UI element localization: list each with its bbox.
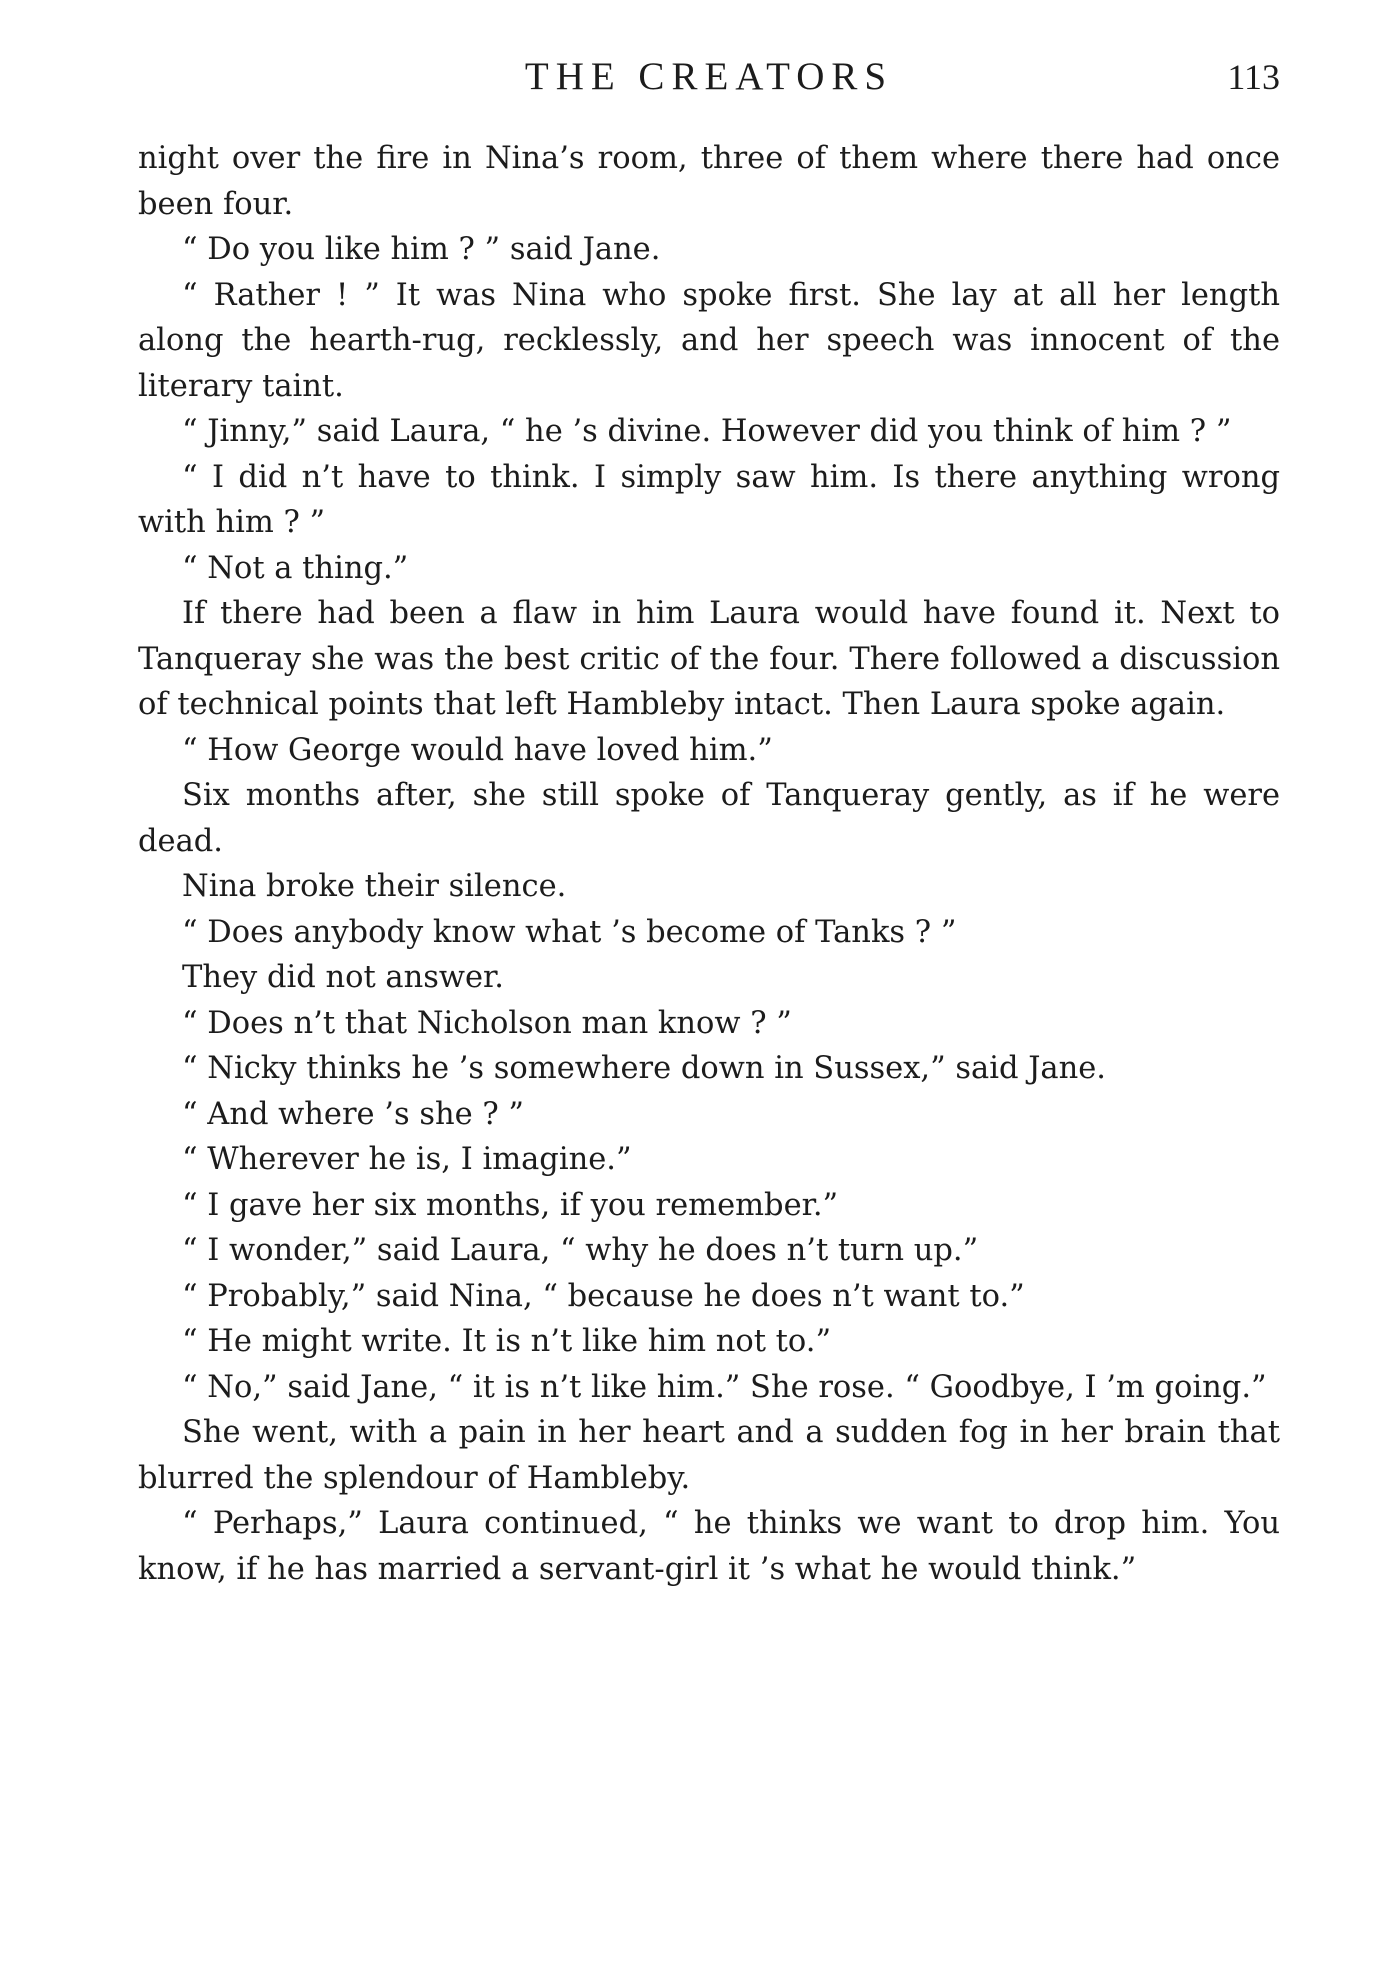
paragraph: “ He might write. It is n’t like him not to.” [182, 1324, 832, 1359]
page-header [138, 52, 1280, 102]
paragraph: “ Wherever he is, I imagine.” [182, 1142, 632, 1177]
paragraph: “ I wonder,” said Laura, “ why he does n’t turn up.” [182, 1233, 979, 1268]
paragraph: “ I did n’t have to think. I simply saw him. Is there anything wrong with him ? ” [138, 459, 1280, 540]
paragraph: “ How George would have loved him.” [182, 732, 773, 768]
running-title: THE CREATORS [524, 55, 894, 98]
paragraph: “ Jinny,” said Laura, “ he ’s divine. However did you think of him ? ” [182, 414, 1232, 449]
paragraph: “ I gave her six months, if you remember.” [182, 1187, 839, 1223]
paragraph: “ Not a thing.” [182, 550, 409, 586]
paragraph: “ Perhaps,” Laura continued, “ he thinks we want to drop him. You know, if he has married a servant-girl it ’s what he would think.” [138, 1506, 1280, 1587]
paragraph: “ No,” said Jane, “ it is n’t like him.” She rose. “ Goodbye, I ’m going.” [182, 1369, 1267, 1405]
paragraph: “ Does n’t that Nicholson man know ? ” [182, 1005, 792, 1041]
paragraph: “ And where ’s she ? ” [182, 1096, 525, 1132]
paragraph: Six months after, she still spoke of Tanqueray gently, as if he were dead. [138, 778, 1280, 859]
paragraph: “ Nicky thinks he ’s somewhere down in Sussex,” said Jane. [182, 1051, 1106, 1086]
paragraph: She went, with a pain in her heart and a sudden fog in her brain that blurred the splendour of Hambleby. [138, 1415, 1280, 1496]
paragraph: They did not answer. [182, 960, 504, 995]
paragraph: If there had been a flaw in him Laura would have found it. Next to Tanqueray she was the best critic of the four. There followed a discussion of technical points that left Hambleby intact. Then Laura spoke again. [138, 596, 1280, 722]
paragraph: Nina broke their silence. [182, 869, 567, 904]
page-number: 113 [1227, 57, 1280, 97]
paragraph: “ Probably,” said Nina, “ because he does n’t want to.” [182, 1278, 1025, 1314]
paragraph-continuation: night over the fire in Nina’s room, three of them where there had once been four. [138, 141, 1280, 222]
paragraph: “ Does anybody know what ’s become of Tanks ? ” [182, 914, 957, 950]
body-text [138, 136, 1280, 1592]
paragraph: “ Do you like him ? ” said Jane. [182, 232, 661, 267]
paragraph: “ Rather ! ” It was Nina who spoke first. She lay at all her length along the hearth-rug, recklessly, and her speech was innocent of the literary taint. [138, 277, 1280, 404]
